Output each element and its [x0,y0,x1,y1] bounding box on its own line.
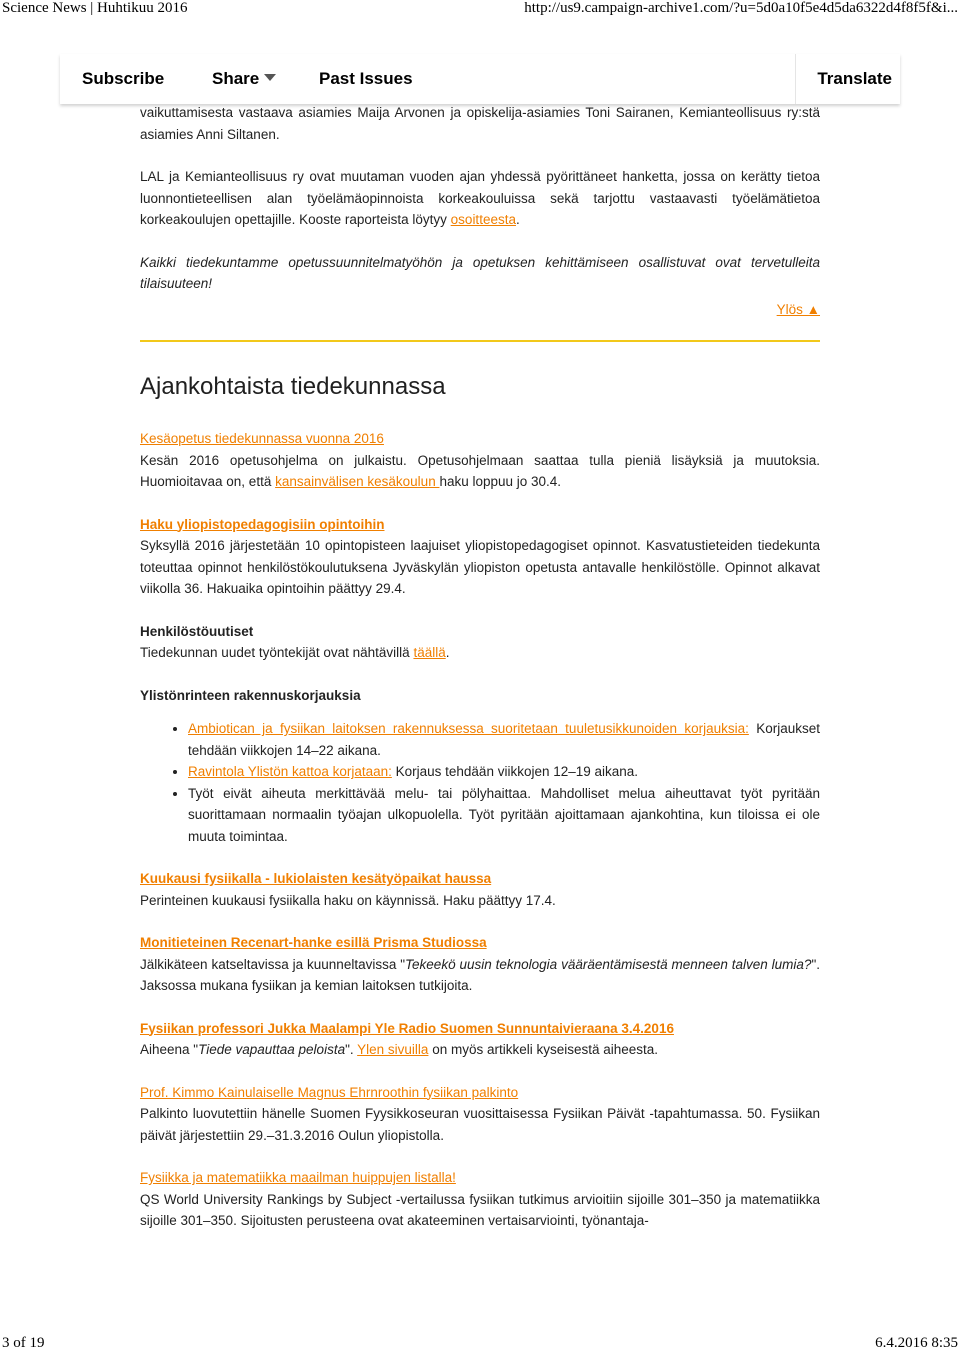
ehrnrooth-link[interactable]: Prof. Kimmo Kainulaiselle Magnus Ehrnroothin fysiikan palkinto [140,1084,519,1100]
chevron-down-icon [264,74,276,81]
list-item: • Ambiotican ja fysiikan laitoksen rakennuksessa suoritetaan tuuletusikkunoiden korjauksia: Korjaukset tehdään viikkojen 14–22 aikana. [188,718,820,761]
item-kuukausi [140,868,820,911]
intro-paragraph-1: vaikuttamisesta vastaava asiamies Maija Arvonen ja opiskelija-asiamies Toni Sairanen, Kemianteollisuus ry:stä asiamies Anni Siltanen. [140,105,820,142]
ravintola-link[interactable]: Ravintola Ylistön kattoa korjataan: [188,764,392,779]
kesakoulu-link[interactable]: kansainvälisen kesäkoulun [275,474,440,489]
recenart-link[interactable]: Monitieteinen Recenart-hanke esillä Prisma Studiossa [140,935,487,950]
translate-button[interactable] [795,54,896,104]
translate-label: Translate [817,69,892,88]
section-divider [140,340,820,342]
ranking-link[interactable]: Fysiikka ja matematiikka maailman huippujen listalla! [140,1170,456,1185]
osoitteesta-link[interactable]: osoitteesta [450,212,516,227]
print-header-url: http://us9.campaign-archive1.com/?u=5d0a10f5e4d5da6322d4f8f5f&i... [524,0,958,16]
kesaopetus-text: Kesän 2016 opetusohjelma on julkaistu. Opetusohjelmaan saattaa tulla pieniä lisäyksiä ja muutoksia. Huomioitavaa on, että kansainvälisen kesäkoulun haku loppuu jo 30.4. [140,452,820,489]
kesaopetus-link[interactable]: Kesäopetus tiedekunnassa vuonna 2016 [140,431,384,446]
maalampi-text: Aiheena "Tiede vapauttaa peloista". Ylen sivuilla on myös artikkeli kyseisestä aiheesta. [140,1042,659,1057]
henkilostouutiset-text: Tiedekunnan uudet työntekijät ovat nähtävillä täällä. [140,645,450,660]
henkilostouutiset-heading: Henkilöstöuutiset [140,623,254,639]
share-button[interactable] [212,69,276,89]
print-footer [0,1335,960,1353]
maalampi-link[interactable]: Fysiikan professori Jukka Maalampi Yle Radio Suomen Sunnuntaivieraana 3.4.2016 [140,1020,674,1036]
item-ranking [140,1167,820,1232]
archive-navbar [60,54,900,104]
page-number: 3 of 19 [2,1335,45,1351]
item-ehrnrooth [140,1082,820,1147]
list-item: • Ravintola Ylistön kattoa korjataan: Korjaus tehdään viikkojen 12–19 aikana. [188,761,820,783]
intro-paragraph-3: Kaikki tiedekuntamme opetussuunnitelmatyöhön ja opetuksen kehittämiseen osallistuvat ovat tervetulleita tilaisuuteen! [140,254,820,291]
item-kesaopetus [140,428,820,493]
back-to-top-link[interactable]: Ylös ▲ [776,301,820,317]
share-label: Share [212,69,260,88]
ambiotica-link[interactable]: Ambiotican ja fysiikan laitoksen rakennuksessa suoritetaan tuuletusikkunoiden korjauksia: [188,721,749,736]
print-header-title: Science News | Huhtikuu 2016 [2,0,188,16]
kuukausi-text: Perinteinen kuukausi fysiikalla haku on käynnissä. Haku päättyy 17.4. [140,892,556,908]
item-recenart [140,932,820,997]
newsletter-content [140,90,820,1253]
taalla-link[interactable]: täällä [413,645,446,660]
kuukausi-link[interactable]: Kuukausi fysiikalla - lukiolaisten kesätyöpaikat haussa [140,871,492,886]
ylen-sivuilla-link[interactable]: Ylen sivuilla [357,1042,429,1057]
haku-text: Syksyllä 2016 järjestetään 10 opintopisteen laajuiset yliopistopedagogiset opinnot. Kasvatustieteiden tiedekunta toteuttaa opinnot henkilöstökoulutuksena Jyväskylän yliopiston opetusta antavalle henkilöstölle. Opinnot alkavat viikolla 36. Hakuaika opintoihin päättyy 29.4. [140,538,820,596]
print-header [0,0,960,18]
ehrnrooth-text: Palkinto luovutettiin hänelle Suomen Fyysikkoseuran vuosittaisessa Fysiikan Päivät -tapahtumassa. 50. Fysiikan päivät järjestettiin 29.–31.3.2016 Oulun yliopistolla. [140,1106,820,1143]
ylistonrinne-heading: Ylistönrinteen rakennuskorjauksia [140,687,361,703]
item-maalampi [140,1018,820,1061]
section-title: Ajankohtaista tiedekunnassa [140,373,446,400]
print-datetime: 6.4.2016 8:35 [875,1335,958,1351]
ranking-text: QS World University Rankings by Subject -vertailussa fysiikan tutkimus arvioitiin sijoille 301–350 ja matematiikka sijoille 301–350. Sijoitusten perusteena ovat akateeminen vertaisarviointi, työnantaja- [140,1191,820,1228]
intro-paragraph-2: LAL ja Kemianteollisuus ry ovat muutaman vuoden ajan yhdessä pyörittäneet hanketta, jossa on kerätty tietoa luonnontieteellisen alan työelämäopinnoista korkeakouluissa sekä tarjottu vastaavasti työelämätietoa korkeakoulujen opettajille. Kooste raporteista löytyy osoitteesta. [140,169,820,227]
list-item: • Työt eivät aiheuta merkittävää melu- tai pölyhaittaa. Mahdolliset melua aiheuttavat työt pyritään suorittamaan normaalin työajan ulkopuolella. Työt pyritään ajoittamaan ajankohtina, kun tiloissa ei ole muuta toimintaa. [188,783,820,848]
recenart-text: Jälkikäteen katseltavissa ja kuunneltavissa "Tekeekö uusin teknologia vääräentämisestä menneen talven lumia?". Jaksossa mukana fysiikan ja kemian laitoksen tutkijoita. [140,956,820,993]
past-issues-button[interactable]: Past Issues [319,69,413,88]
repairs-list [140,718,820,847]
item-ylistonrinne [140,685,820,848]
haku-link[interactable]: Haku yliopistopedagogisiin opintoihin [140,516,385,532]
subscribe-button[interactable]: Subscribe [82,69,165,88]
item-haku [140,514,820,600]
item-henkilostouutiset [140,621,820,664]
